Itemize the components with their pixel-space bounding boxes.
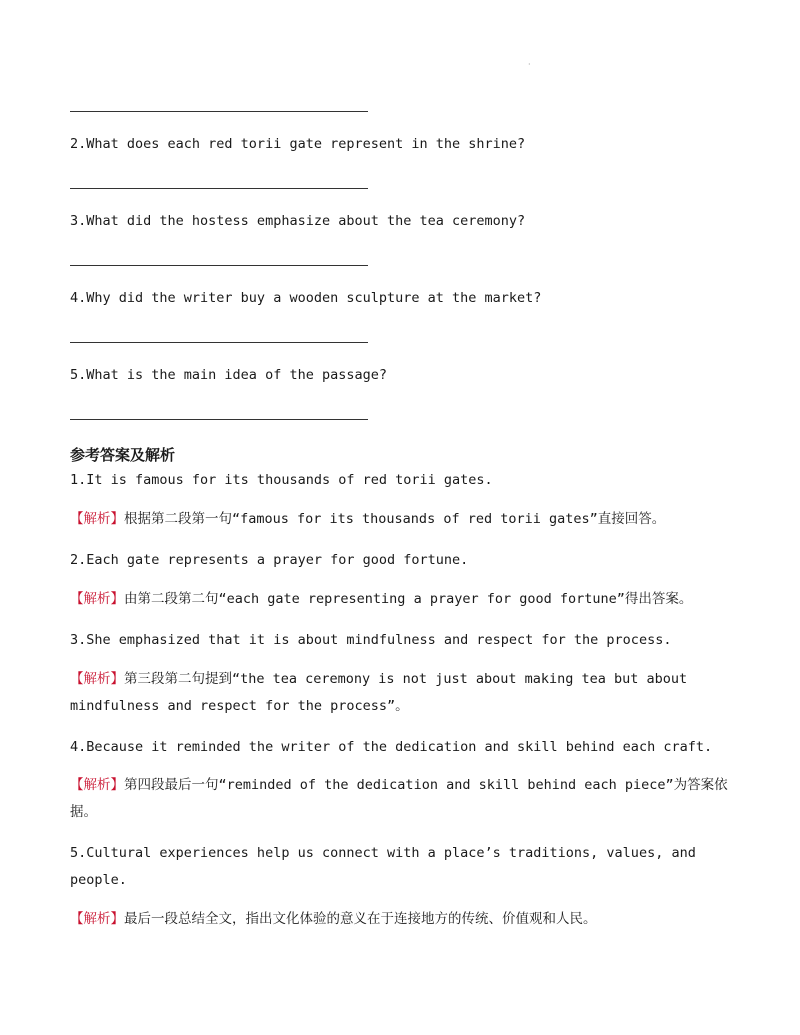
explanation-text: 第三段第二句提到“the tea ceremony is not just about making tea but about mindfulness and respect for the process”。 [70, 671, 688, 714]
explanation-text: 第四段最后一句“reminded of the dedication and skill behind each piece”为答案依据。 [70, 777, 728, 820]
explanation-4 [70, 772, 740, 826]
explanation-1 [70, 506, 740, 533]
answer-blank-line[interactable] [70, 342, 368, 343]
explanation-5 [70, 906, 740, 933]
question-5: 5.What is the main idea of the passage? [70, 367, 387, 383]
answer-1: 1.It is famous for its thousands of red torii gates. [70, 472, 493, 488]
answer-heading: 参考答案及解析 [70, 446, 176, 464]
explanation-2 [70, 586, 740, 613]
explanation-text: 根据第二段第一句“famous for its thousands of red torii gates”直接回答。 [124, 511, 666, 527]
question-2: 2.What does each red torii gate represent in the shrine? [70, 136, 526, 152]
answer-3: 3.She emphasized that it is about mindfulness and respect for the process. [70, 632, 672, 648]
explanation-3 [70, 666, 740, 720]
question-4: 4.Why did the writer buy a wooden sculpture at the market? [70, 290, 542, 306]
answer-blank-line[interactable] [70, 188, 368, 189]
answer-blank-line[interactable] [70, 265, 368, 266]
explanation-tag: 【解析】 [70, 911, 124, 927]
answer-blank-line[interactable] [70, 111, 368, 112]
explanation-tag: 【解析】 [70, 591, 124, 607]
explanation-text: 最后一段总结全文，指出文化体验的意义在于连接地方的传统、价值观和人民。 [124, 911, 597, 927]
explanation-tag: 【解析】 [70, 671, 124, 687]
explanation-tag: 【解析】 [70, 511, 124, 527]
answer-2: 2.Each gate represents a prayer for good fortune. [70, 552, 469, 568]
answer-5: 5.Cultural experiences help us connect with a place’s traditions, values, and people. [70, 845, 696, 888]
explanation-text: 由第二段第二句“each gate representing a prayer for good fortune”得出答案。 [124, 591, 693, 607]
page-mark: · [528, 60, 531, 69]
explanation-tag: 【解析】 [70, 777, 124, 793]
answer-blank-line[interactable] [70, 419, 368, 420]
question-3: 3.What did the hostess emphasize about the tea ceremony? [70, 213, 526, 229]
answer-4: 4.Because it reminded the writer of the dedication and skill behind each craft. [70, 739, 713, 755]
